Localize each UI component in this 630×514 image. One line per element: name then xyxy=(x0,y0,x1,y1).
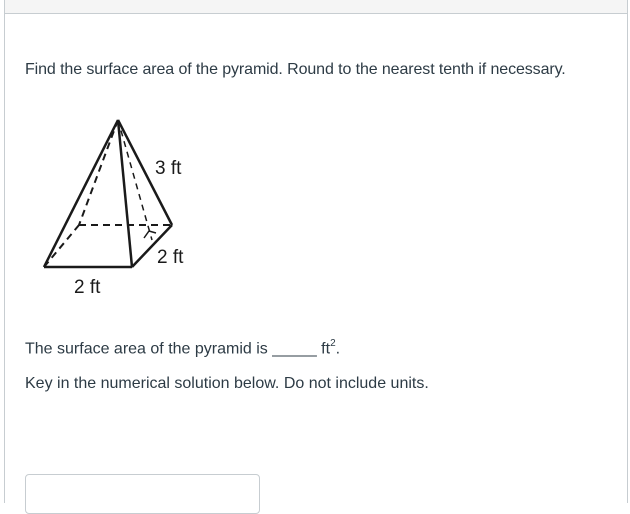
slant-height-label: 3 ft xyxy=(155,158,182,179)
base-side-label-bottom: 2 ft xyxy=(74,277,101,298)
question-prompt: Find the surface area of the pyramid. Round to the nearest tenth if necessary. xyxy=(25,61,566,78)
answer-sentence-text: The surface area of the pyramid is _____ ft xyxy=(25,340,331,358)
pyramid-figure xyxy=(34,110,204,300)
base-side-label-right: 2 ft xyxy=(157,247,184,268)
answer-sentence-period: . xyxy=(335,340,341,358)
answer-exponent: 2 xyxy=(330,338,336,349)
hidden-lateral-edge xyxy=(79,120,118,225)
answer-instruction: Key in the numerical solution below. Do not include units. xyxy=(25,375,429,392)
answer-sentence xyxy=(25,339,340,358)
front-left-edge xyxy=(44,120,118,267)
answer-input[interactable] xyxy=(25,474,260,514)
right-angle-marker xyxy=(144,231,156,238)
